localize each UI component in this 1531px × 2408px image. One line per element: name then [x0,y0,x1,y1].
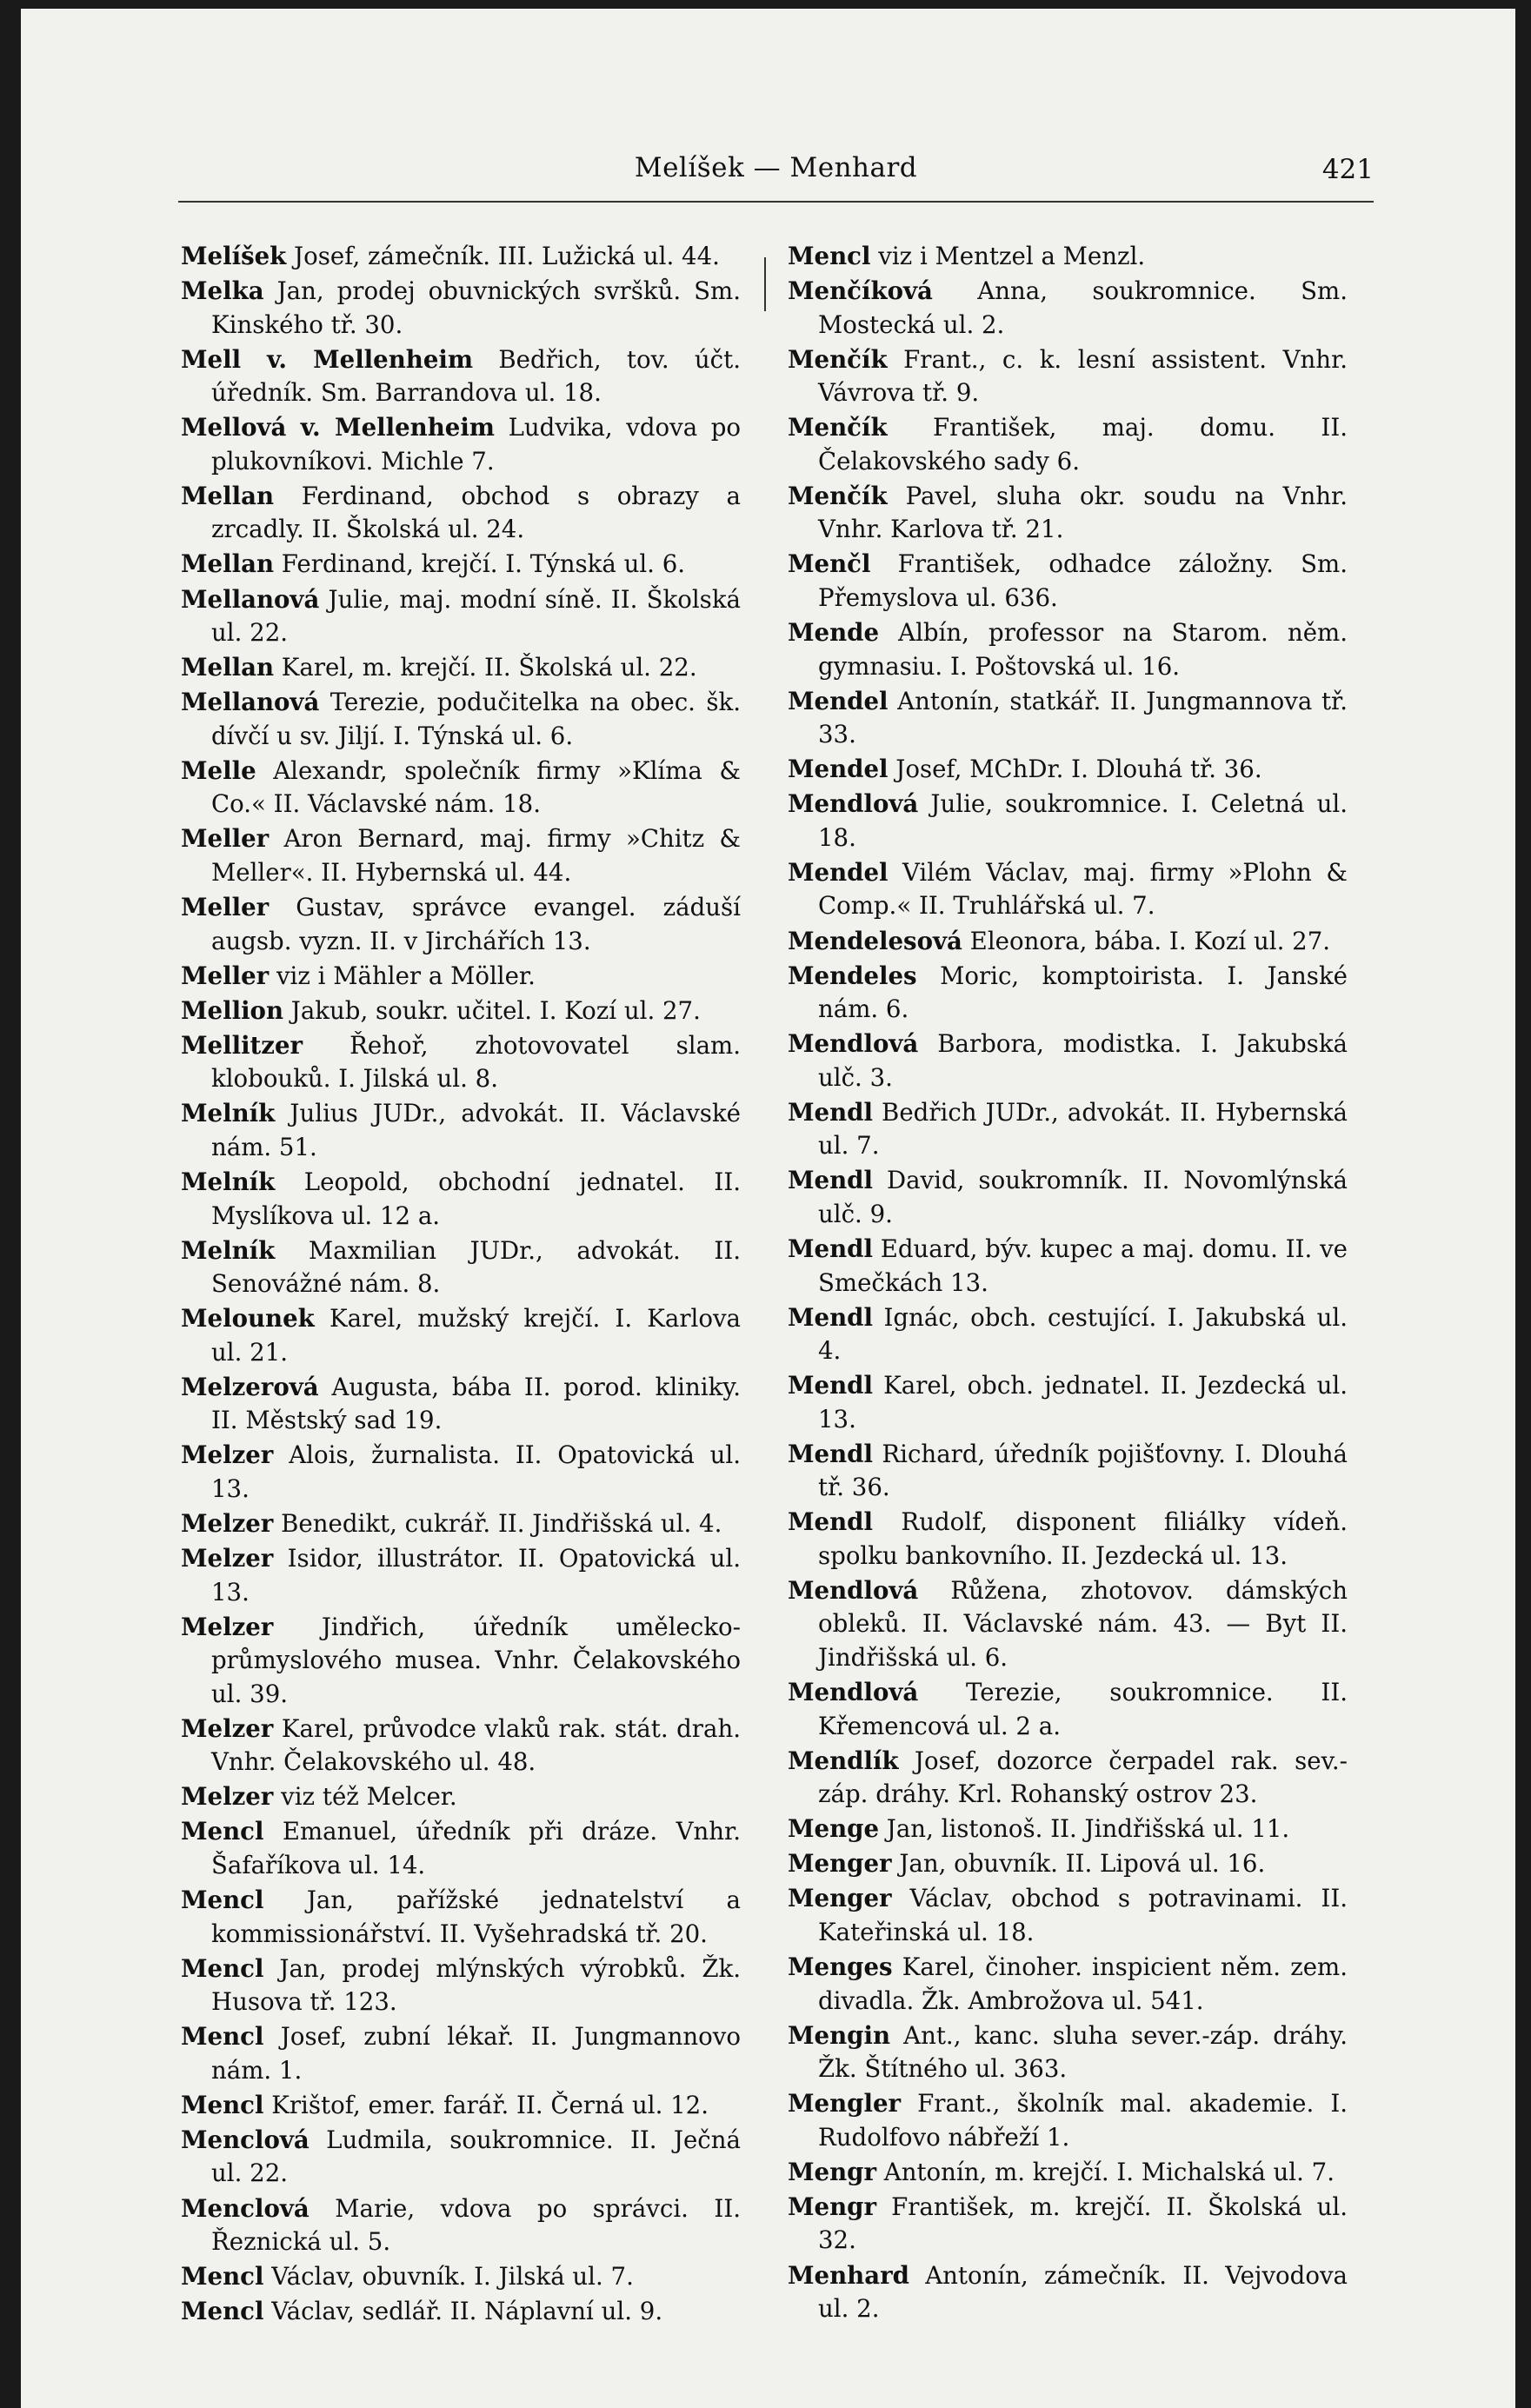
right-column [788,240,1348,2327]
entry-surname: Mell v. Mellenheim [181,344,474,374]
entry-surname: Mendl [788,1302,873,1332]
directory-entry [181,1302,741,1369]
entry-details: Terezie, soukromnice. II. Křemencová ul. 2 a. [818,1678,1348,1740]
entry-surname: Mencl [181,1886,264,1915]
directory-entry [788,411,1348,478]
directory-entry [181,2020,741,2087]
entry-details: Karel, průvodce vlaků rak. stát. drah. Vnhr. Čelakovského ul. 48. [211,1713,741,1777]
entry-surname: Mencl [181,1817,264,1846]
directory-entry [181,1166,741,1233]
entry-surname: Menčík [788,481,888,510]
entry-surname: Menčl [788,549,871,579]
entry-surname: Melzer [181,1440,274,1470]
directory-entry [788,1301,1348,1368]
entry-details: Augusta, bába II. porod. kliniky. II. Městský sad 19. [211,1372,741,1435]
directory-entry [181,1815,741,1882]
directory-entry [788,275,1348,342]
entry-details: Frant., c. k. lesní assistent. Vnhr. Vávrova tř. 9. [818,344,1348,408]
entry-details: Karel, činoher. inspicient něm. zem. divadla. Žk. Ambrožova ul. 541. [818,1952,1348,2015]
directory-entry [788,925,1348,959]
directory-entry [181,1884,741,1951]
directory-entry [788,1847,1348,1881]
directory-entry [181,275,741,342]
entry-details: Julie, maj. modní síně. II. Školská ul. 22. [211,584,741,648]
entry-details: Aron Bernard, maj. firmy »Chitz & Meller«. II. Hybernská ul. 44. [211,824,741,887]
entry-details: Krištof, emer. farář. II. Černá ul. 12. [263,2090,709,2119]
page-number: 421 [1321,154,1374,185]
entry-details: Leopold, obchodní jednatel. II. Myslíkova ul. 12 a. [211,1167,741,1230]
entry-details: viz i Mähler a Möller. [269,961,536,990]
directory-entry [181,1097,741,1164]
entry-surname: Melzer [181,1544,274,1573]
entry-details: Josef, dozorce čerpadel rak. sev.-záp. dráhy. Krl. Rohanský ostrov 23. [818,1746,1348,1809]
directory-entry [788,2259,1348,2326]
entry-surname: Menger [788,1849,892,1879]
entry-surname: Melník [181,1235,276,1265]
directory-entry [181,2089,741,2123]
entry-details: Eleonora, bába. I. Kozí ul. 27. [962,926,1331,955]
entry-surname: Mendlová [788,789,919,819]
entry-details: Ferdinand, obchod s obrazy a zrcadly. II. Školská ul. 24. [211,481,741,544]
directory-entry [788,343,1348,410]
entry-details: Vilém Václav, maj. firmy »Plohn & Comp.« II. Truhlářská ul. 7. [818,857,1348,921]
directory-entry [788,1745,1348,1812]
directory-entry [788,1813,1348,1846]
entry-details: viz též Melcer. [273,1782,457,1812]
entry-details: Bedřich, tov. účt. úředník. Sm. Barrandova ul. 18. [211,344,741,408]
entry-surname: Melíšek [181,242,287,270]
entry-surname: Menčík [788,344,888,374]
directory-entry [788,2087,1348,2154]
directory-entry [181,1611,741,1712]
directory-entry [788,2156,1348,2190]
entry-details: Pavel, sluha okr. soudu na Vnhr. Vnhr. Karlova tř. 21. [818,481,1348,544]
entry-details: Isidor, illustrátor. II. Opatovická ul. 13. [211,1544,741,1606]
entry-surname: Mellion [181,995,284,1025]
entry-surname: Mendel [788,755,889,784]
directory-entry [788,1882,1348,1949]
entry-surname: Mendl [788,1234,873,1263]
directory-entry [181,1780,741,1814]
entry-details: Antonín, statkář. II. Jungmannova tř. 33. [818,686,1348,749]
entry-details: David, soukromník. II. Novomlýnská ulč. 9. [818,1166,1348,1228]
entry-surname: Mendlová [788,1575,919,1605]
entry-surname: Mendlová [788,1029,919,1059]
entry-details: František, m. krejčí. II. Školská ul. 32. [818,2192,1348,2255]
directory-entry [788,1233,1348,1300]
entry-surname: Mendl [788,1166,873,1195]
entry-surname: Mencl [788,242,871,270]
entry-details: Josef, MChDr. I. Dlouhá tř. 36. [888,755,1262,784]
directory-entry [181,343,741,410]
entry-details: Jan, prodej mlýnských výrobků. Žk. Husova tř. 123. [211,1953,741,2017]
entry-details: Josef, zámečník. III. Lužická ul. 44. [286,242,720,270]
directory-entry [181,480,741,547]
entry-surname: Mengin [788,2020,891,2050]
entry-details: Terezie, podučitelka na obec. šk. dívčí u sv. Jiljí. I. Týnská ul. 6. [211,688,741,750]
directory-entry [181,1507,741,1541]
entry-details: Gustav, správce evangel. záduší augsb. vyzn. II. v Jirchářích 13. [211,893,741,955]
directory-entry [788,1096,1348,1163]
entry-details: Antonín, m. krejčí. I. Michalská ul. 7. [876,2157,1335,2186]
entry-details: Albín, professor na Starom. něm. gymnasiu. I. Poštovská ul. 16. [818,618,1348,681]
entry-surname: Mendl [788,1439,873,1468]
entry-details: Maxmilian JUDr., advokát. II. Senovážné nám. 8. [211,1235,741,1299]
entry-surname: Melník [181,1167,276,1196]
entry-surname: Meller [181,824,270,854]
directory-entry [788,480,1348,547]
entry-details: Julie, soukromnice. I. Celetná ul. 18. [818,789,1348,852]
entry-surname: Melzer [181,1713,274,1743]
entry-surname: Melle [181,755,256,785]
directory-entry [788,1506,1348,1573]
directory-entry [788,856,1348,923]
entry-surname: Mellitzer [181,1030,303,1060]
directory-entry [181,2260,741,2294]
entry-details: Karel, obch. jednatel. II. Jezdecká ul. 13. [818,1371,1348,1433]
column-divider [764,257,766,311]
entry-details: Ant., kanc. sluha sever.-záp. dráhy. Žk. Štítného ul. 363. [818,2020,1348,2084]
entry-surname: Mendl [788,1097,873,1127]
entry-details: Jan, obuvník. II. Lipová ul. 16. [891,1849,1266,1879]
directory-entry [788,685,1348,752]
entry-details: Řehoř, zhotovovatel slam. klobouků. I. Jilská ul. 8. [211,1030,741,1094]
running-head: Melíšek — Menhard [634,152,918,183]
entry-surname: Melzerová [181,1372,319,1401]
entry-surname: Menclová [181,2193,310,2223]
entry-surname: Mendel [788,686,889,715]
directory-entry [181,960,741,994]
directory-entry [181,686,741,753]
directory-entry [181,548,741,582]
entry-surname: Mendlík [788,1746,899,1775]
directory-entry [788,240,1348,274]
entry-surname: Meller [181,893,270,922]
entry-surname: Mencl [181,2297,264,2326]
directory-entry [788,548,1348,615]
entry-details: Moric, komptoirista. I. Janské nám. 6. [818,961,1348,1024]
entry-surname: Mendeles [788,961,917,990]
entry-surname: Mendl [788,1371,873,1400]
entry-details: Růžena, zhotovov. dámských obleků. II. Václavské nám. 43. — Byt II. Jindřišská ul. 6. [818,1575,1348,1672]
entry-details: Benedikt, cukrář. II. Jindřišská ul. 4. [273,1508,722,1538]
entry-details: Jan, pařížské jednatelství a kommissionářství. II. Vyšehradská tř. 20. [211,1886,741,1948]
directory-entry [788,753,1348,787]
directory-entry [181,755,741,822]
entry-details: Barbora, modistka. I. Jakubská ulč. 3. [818,1029,1348,1092]
entry-surname: Melník [181,1099,276,1128]
entry-surname: Mencl [181,1953,264,1983]
entry-surname: Menhard [788,2260,909,2290]
entry-details: Marie, vdova po správci. II. Řeznická ul. 5. [211,2193,741,2256]
directory-entry [788,1164,1348,1231]
entry-surname: Mendl [788,1507,873,1537]
page-header [178,152,1374,203]
entry-surname: Mendlová [788,1678,919,1707]
entry-surname: Melzer [181,1508,274,1538]
directory-entry [788,616,1348,683]
entry-details: Frant., školník mal. akademie. I. Rudolfovo nábřeží 1. [818,2089,1348,2152]
entry-surname: Melzer [181,1782,274,1812]
entry-surname: Mendel [788,857,889,887]
directory-entry [181,1371,741,1438]
entry-details: Antonín, zámečník. II. Vejvodova ul. 2. [818,2260,1348,2323]
entry-surname: Mengr [788,2192,876,2221]
directory-entry [181,1542,741,1609]
entry-surname: Menge [788,1814,880,1844]
directory-entry [788,1951,1348,2018]
entry-surname: Mencl [181,2090,264,2119]
entry-surname: Mellan [181,481,275,510]
entry-details: Ignác, obch. cestující. I. Jakubská ul. 4. [818,1302,1348,1366]
directory-entry [788,1574,1348,1675]
directory-entry [181,2124,741,2191]
entry-details: Ludmila, soukromnice. II. Ječná ul. 22. [211,2125,741,2188]
directory-entry [181,1234,741,1301]
directory-entry [181,411,741,478]
entry-surname: Mende [788,618,880,648]
entry-details: Alois, žurnalista. II. Opatovická ul. 13. [211,1440,741,1503]
entry-details: Václav, obuvník. I. Jilská ul. 7. [263,2262,634,2292]
entry-details: Václav, obchod s potravinami. II. Kateřinská ul. 18. [818,1884,1348,1946]
entry-surname: Menčík [788,413,888,442]
entry-surname: Menges [788,1952,893,1982]
entry-details: Jakub, soukr. učitel. I. Kozí ul. 27. [283,995,701,1025]
left-column [181,240,741,2330]
entry-surname: Menčíková [788,276,933,306]
directory-entry [181,891,741,958]
entry-details: Jindřich, úředník umělecko-průmyslového musea. Vnhr. Čelakovského ul. 39. [211,1612,741,1708]
directory-entry [181,583,741,650]
entry-details: Josef, zubní lékař. II. Jungmannovo nám. 1. [211,2022,741,2085]
entry-details: Anna, soukromnice. Sm. Mostecká ul. 2. [818,276,1348,339]
directory-entry [788,1369,1348,1436]
entry-details: Rudolf, disponent filiálky vídeň. spolku bankovního. II. Jezdecká ul. 13. [818,1507,1348,1570]
directory-entry [788,960,1348,1027]
entry-details: Richard, úředník pojišťovny. I. Dlouhá tř. 36. [818,1439,1348,1502]
directory-entry [181,822,741,889]
entry-surname: Menger [788,1884,892,1913]
entry-details: viz i Mentzel a Menzl. [870,242,1146,270]
directory-entry [181,994,741,1028]
directory-entry [181,651,741,685]
entry-details: Ferdinand, krejčí. I. Týnská ul. 6. [274,549,686,579]
entry-surname: Mendelesová [788,926,962,955]
entry-surname: Mencl [181,2262,264,2292]
entry-details: Karel, mužský krejčí. I. Karlova ul. 21. [211,1304,741,1367]
directory-entry [181,1952,741,2019]
directory-entry [181,2295,741,2329]
entry-surname: Melzer [181,1612,274,1641]
entry-surname: Menclová [181,2125,310,2154]
directory-entry [181,2192,741,2259]
directory-entry [788,2019,1348,2086]
entry-details: Alexandr, společník firmy »Klíma & Co.« II. Václavské nám. 18. [211,755,741,819]
entry-surname: Mellanová [181,584,320,614]
entry-details: Jan, prodej obuvnických svršků. Sm. Kinského tř. 30. [211,276,741,339]
directory-entry [181,240,741,274]
entry-surname: Mengler [788,2089,902,2119]
entry-details: Bedřich JUDr., advokát. II. Hybernská ul. 7. [818,1097,1348,1161]
entry-details: Ludvika, vdova po plukovníkovi. Michle 7. [211,413,741,476]
directory-entry [788,2191,1348,2258]
entry-surname: Mengr [788,2157,876,2186]
entry-surname: Mellan [181,653,275,682]
entry-details: Jan, listonoš. II. Jindřišská ul. 11. [879,1814,1290,1844]
entry-surname: Melka [181,276,264,306]
directory-entry [181,1713,741,1779]
directory-entry [788,1028,1348,1094]
entry-details: František, odhadce záložny. Sm. Přemyslova ul. 636. [818,549,1348,612]
entry-details: Václav, sedlář. II. Náplavní ul. 9. [263,2297,663,2326]
directory-entry [788,788,1348,855]
entry-surname: Mellová v. Mellenheim [181,413,496,442]
entry-surname: Mencl [181,2022,264,2052]
entry-details: František, maj. domu. II. Čelakovského sady 6. [818,413,1348,476]
entry-details: Karel, m. krejčí. II. Školská ul. 22. [274,653,697,682]
directory-entry [788,1438,1348,1505]
entry-details: Emanuel, úředník při dráze. Vnhr. Šafaříkova ul. 14. [211,1817,741,1879]
entry-surname: Melounek [181,1304,315,1334]
directory-entry [181,1029,741,1096]
entry-surname: Meller [181,961,270,990]
entry-details: Eduard, býv. kupec a maj. domu. II. ve Smečkách 13. [818,1234,1348,1297]
directory-entry [788,1676,1348,1743]
entry-surname: Mellanová [181,688,320,717]
entry-surname: Mellan [181,549,275,579]
entry-details: Julius JUDr., advokát. II. Václavské nám. 51. [211,1099,741,1161]
directory-entry [181,1439,741,1506]
